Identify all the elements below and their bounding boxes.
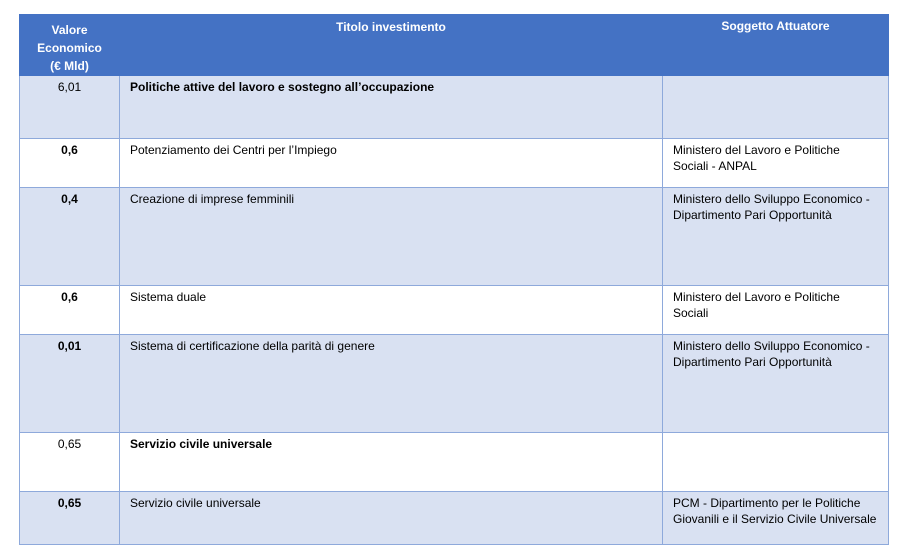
cell-titolo: Servizio civile universale bbox=[120, 433, 663, 492]
header-valore bbox=[20, 15, 120, 76]
table-row bbox=[20, 335, 889, 433]
table-row bbox=[20, 433, 889, 492]
cell-valore: 0,01 bbox=[20, 335, 120, 433]
cell-soggetto: Ministero dello Sviluppo Economico - Dipartimento Pari Opportunità bbox=[663, 335, 889, 433]
table-row bbox=[20, 139, 889, 188]
table-row bbox=[20, 188, 889, 286]
cell-soggetto bbox=[663, 76, 889, 139]
header-titolo: Titolo investimento bbox=[120, 15, 663, 76]
cell-soggetto: Ministero dello Sviluppo Economico - Dipartimento Pari Opportunità bbox=[663, 188, 889, 286]
cell-titolo: Sistema di certificazione della parità di genere bbox=[120, 335, 663, 433]
table-row bbox=[20, 286, 889, 335]
investment-table bbox=[19, 14, 889, 545]
header-soggetto: Soggetto Attuatore bbox=[663, 15, 889, 76]
cell-soggetto: PCM - Dipartimento per le Politiche Giovanili e il Servizio Civile Universale bbox=[663, 492, 889, 545]
cell-titolo: Politiche attive del lavoro e sostegno all’occupazione bbox=[120, 76, 663, 139]
cell-valore: 0,65 bbox=[20, 433, 120, 492]
table-row bbox=[20, 76, 889, 139]
cell-soggetto: Ministero del Lavoro e Politiche Sociali - ANPAL bbox=[663, 139, 889, 188]
table-row bbox=[20, 492, 889, 545]
cell-titolo: Creazione di imprese femminili bbox=[120, 188, 663, 286]
cell-titolo: Servizio civile universale bbox=[120, 492, 663, 545]
cell-titolo: Potenziamento dei Centri per l’Impiego bbox=[120, 139, 663, 188]
cell-valore: 0,6 bbox=[20, 286, 120, 335]
table-body bbox=[20, 76, 889, 545]
cell-valore: 6,01 bbox=[20, 76, 120, 139]
cell-valore: 0,65 bbox=[20, 492, 120, 545]
cell-soggetto: Ministero del Lavoro e Politiche Sociali bbox=[663, 286, 889, 335]
table-header-row bbox=[20, 15, 889, 76]
cell-valore: 0,6 bbox=[20, 139, 120, 188]
cell-soggetto bbox=[663, 433, 889, 492]
cell-titolo: Sistema duale bbox=[120, 286, 663, 335]
header-valore-label: Valore Economico (€ Mld) bbox=[37, 23, 102, 73]
cell-valore: 0,4 bbox=[20, 188, 120, 286]
